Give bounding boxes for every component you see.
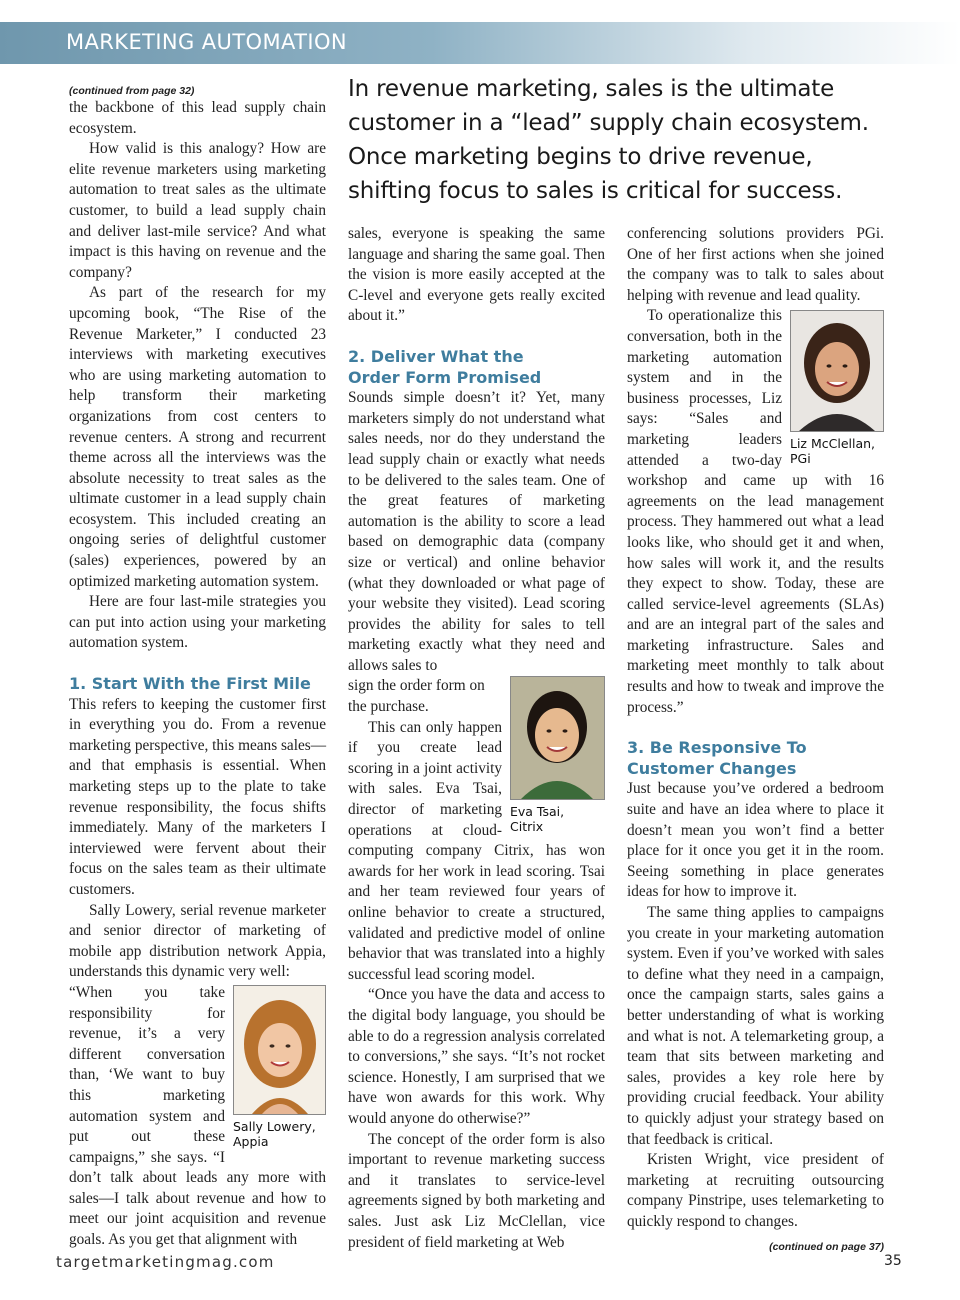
paragraph: the backbone of this lead supply chain ecosystem. (69, 99, 326, 137)
paragraph: conferencing solutions providers PGi. One of her first actions when she joined the company was to talk to sales about helping with revenue and lead quality. (627, 225, 884, 304)
paragraph: sign the order form on the purchase. (348, 677, 485, 716)
photo-sally-lowery (233, 985, 326, 1149)
continued-from-note: (continued from page 32) (69, 85, 195, 97)
heading-line: Customer Changes (627, 758, 797, 778)
caption-name: Sally Lowery, (233, 1118, 316, 1134)
paragraph: sales, everyone is speaking the same language and sharing the same goal. Then the vision is more easily accepted at the C-level and everyone gets really excited about it.” (348, 225, 605, 325)
paragraph: This can only happen if you create lead scoring in a joint activity with sales. Eva Tsai, director of marketing operations at cloud-computing company Citrix, has won awards for her work in lead scoring. Tsai and her team reviewed four years of online behavior to create a structured, validated and predictive model of online behavior that was translated into a highly successful lead scoring model. (348, 718, 605, 983)
paragraph: This refers to keeping the customer first in everything you do. From a revenue marketing perspective, this means sales—and that emphasis is essential. When marketing steps up to the plate to take revenue responsibility, the focus shifts immediately. Many of the marketers I interviewed were fervent about their focus on the sales team as their ultimate customers. (69, 695, 326, 898)
paragraph: Sally Lowery, serial revenue marketer and senior director of marketing of mobile app distribution network Appia, understands this dynamic very well: (69, 901, 326, 981)
caption-company: PGi (790, 451, 811, 467)
portrait-eva-tsai-image (511, 677, 604, 799)
article-column-2 (348, 224, 605, 1253)
paragraph: “When you take responsibility for revenue, it’s a very different conversation than, ‘We want to buy this marketing automation system and put out these campaigns,” she says. “I don’t talk about leads any more with sales—I talk about revenue and how to meet our joint acquisition and revenue goals. As you get that alignment with (69, 983, 326, 1249)
article-column-3 (627, 224, 884, 1257)
page-number: 35 (884, 1253, 902, 1269)
paragraph: The concept of the order form is also important to revenue marketing success and it translates to service-level agreements signed by both marketing and sales. Just ask Liz McClellan, vice president of field marketing at Web (348, 1130, 605, 1251)
photo-caption (510, 804, 605, 834)
footer-website-url: targetmarketingmag.com (56, 1253, 275, 1271)
heading-line: 2. Deliver What the (348, 346, 524, 366)
portrait-sally-lowery-image (234, 986, 325, 1114)
portrait-image (233, 985, 326, 1115)
section-title: MARKETING AUTOMATION (66, 30, 347, 54)
pull-quote: In revenue marketing, sales is the ultimate customer in a “lead” supply chain ecosystem. Once marketing begins to drive revenue, shifting focus to sales is critical for success. (348, 76, 869, 204)
section-heading-3 (627, 738, 884, 779)
paragraph: As part of the research for my upcoming book, “The Rise of the Revenue Marketer,” I conducted 23 interviews with marketing executives who are using marketing automation to help transform their marketing organizations from cost centers to revenue centers. A strong and recurrent theme across all the interviews was the absolute necessity to treat sales as the ultimate customer in a lead supply chain ecosystem. This included creating an ongoing series of delightful customer (sales) experiences, powered by an optimized marketing automation system. (69, 284, 326, 590)
paragraph: Kristen Wright, vice president of marketing at recruiting outsourcing company Pinstripe, uses telemarketing to quickly respond to changes. (627, 1151, 884, 1230)
photo-liz-mcclellan (790, 310, 884, 466)
continued-on-note: (continued on page 37) (769, 1240, 884, 1253)
portrait-image (510, 676, 605, 800)
photo-caption (233, 1119, 326, 1149)
heading-line: Order Form Promised (348, 367, 542, 387)
caption-company: Citrix (510, 819, 544, 835)
paragraph: Just because you’ve ordered a bedroom suite and have an idea where to place it doesn’t mean you won’t find a better place for it once you get it in the room. Seeing something in place generates ideas for how to improve it. (627, 780, 884, 901)
caption-name: Liz McClellan, (790, 436, 876, 452)
photo-eva-tsai (510, 676, 605, 834)
section-heading-2 (348, 347, 605, 388)
paragraph: Here are four last-mile strategies you can put into action using your marketing automation system. (69, 593, 326, 652)
portrait-image (790, 310, 884, 432)
photo-caption (790, 436, 884, 466)
paragraph: Sounds simple doesn’t it? Yet, many marketers simply do not understand what sales needs, nor do they understand the lead supply chain or exactly what needs to be delivered to the sales team. One of the great features of marketing automation is the ability to score a lead based on demographic data (company size or vertical) and online behavior (what they downloaded or what page of your website they visited). Lead scoring provides the ability for sales to tell marketing exactly what they need and allows sales to (348, 389, 605, 674)
section-heading-1: 1. Start With the First Mile (69, 674, 311, 694)
section-header-band (0, 22, 960, 64)
caption-company: Appia (233, 1133, 269, 1149)
heading-line: 3. Be Responsive To (627, 738, 807, 758)
paragraph: “Once you have the data and access to the digital body language, you should be able to do a regression analysis correlated to conversions,” she says. “It’s not rocket science. Honestly, I am surprised that we have won awards for this work. Why would anyone do otherwise?” (348, 986, 605, 1127)
paragraph: How valid is this analogy? How are elite revenue marketers using marketing automation to treat sales as the ultimate customer, to build a lead supply chain and deliver last-mile service? And what impact is this having on revenue and the company? (69, 140, 326, 281)
paragraph: The same thing applies to campaigns you create in your marketing automation system. Even if you’ve worked with sales to define what they need in a campaign, once the campaign starts, sales gains a better understanding of what is working and what is not. A telemarketing group, a team that sits between marketing and sales, provides a key role here by providing crucial feedback. Your ability to quickly adjust your strategy based on that feedback is critical. (627, 904, 884, 1148)
paragraph: To operationalize this conversation, both in the marketing automation system and in the business processes, Liz says: “Sales and marketing leaders attended a two-day workshop and came up with 16 agreements on the lead management process. They hammered out what a lead looks like, who should get it and when, how sales will work it, and the results they expect to show. Today, these are called service-level agreements (SLAs) and are an integral part of the sales and marketing infrastructure. Sales and marketing meet monthly to talk about results and how to tweak and improve the process.” (627, 307, 884, 716)
article-column-1 (69, 84, 326, 1251)
caption-name: Eva Tsai, (510, 804, 565, 820)
portrait-liz-mcclellan-image (791, 311, 883, 431)
